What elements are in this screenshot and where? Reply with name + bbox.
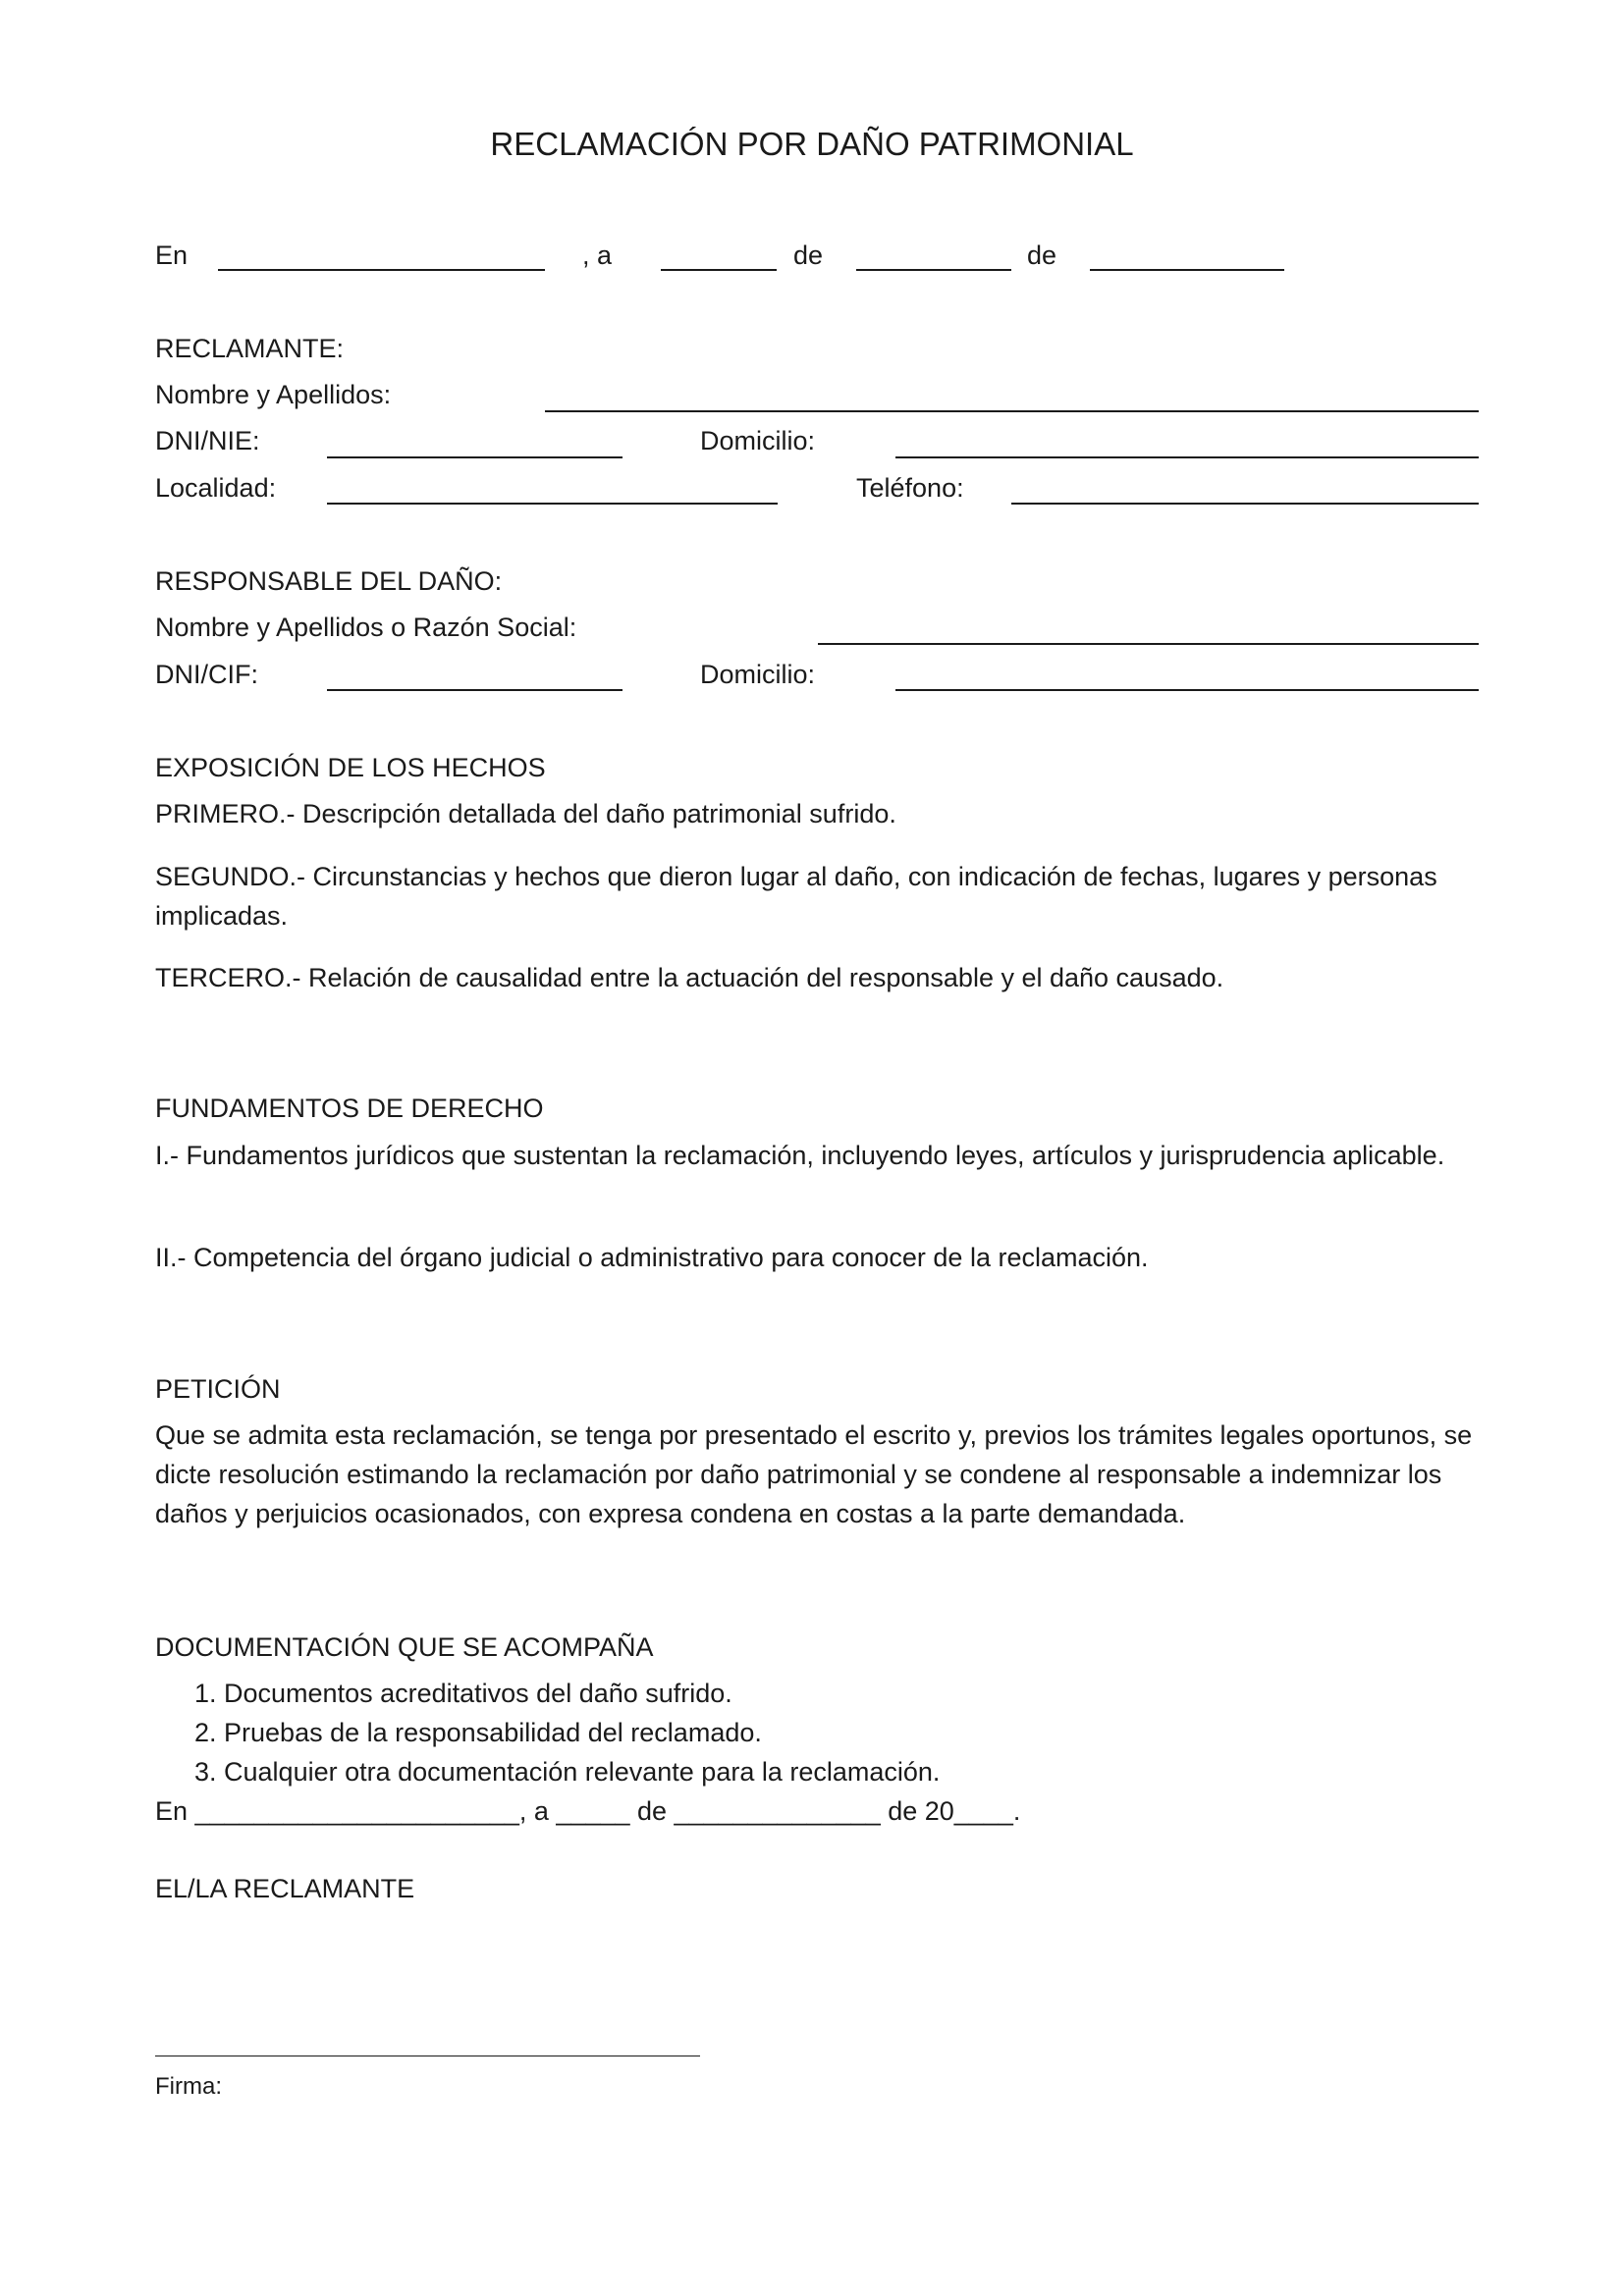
hechos-segundo: SEGUNDO.- Circunstancias y hechos que dieron lugar al daño, con indicación de fechas, lugares y personas implicadas. bbox=[155, 862, 1437, 931]
responsable-heading: RESPONSABLE DEL DAÑO: bbox=[155, 566, 503, 596]
documentacion-item: 1. Documentos acreditativos del daño sufrido. bbox=[194, 1679, 732, 1708]
responsable-nombre-label: Nombre y Apellidos o Razón Social: bbox=[155, 613, 577, 642]
reclamante-domicilio-label: Domicilio: bbox=[700, 426, 816, 455]
reclamante-telefono-field[interactable] bbox=[1011, 503, 1479, 505]
place-field[interactable] bbox=[218, 269, 545, 271]
derecho-ii: II.- Competencia del órgano judicial o administrativo para conocer de la reclamación. bbox=[155, 1243, 1149, 1272]
reclamante-heading: RECLAMANTE: bbox=[155, 334, 345, 363]
responsable-nombre-field[interactable] bbox=[818, 643, 1479, 645]
reclamante-localidad-field[interactable] bbox=[327, 503, 778, 505]
hechos-heading: EXPOSICIÓN DE LOS HECHOS bbox=[155, 753, 546, 782]
documentacion-item: 3. Cualquier otra documentación relevante para la reclamación. bbox=[194, 1757, 941, 1787]
date-de-label-2: de bbox=[1027, 240, 1057, 270]
responsable-dni-field[interactable] bbox=[327, 689, 623, 691]
reclamante-dni-label: DNI/NIE: bbox=[155, 426, 260, 455]
reclamante-localidad-label: Localidad: bbox=[155, 473, 277, 503]
peticion-text: Que se admita esta reclamación, se tenga por presentado el escrito y, previos los trámites legales oportunos, se dicte resolución estimando la reclamación por daño patrimonial y se condene al responsable a indemnizar los daños y perjuicios ocasionados, con expresa condena en costas a la parte demandada. bbox=[155, 1420, 1473, 1528]
month-field[interactable] bbox=[856, 269, 1011, 271]
responsable-dni-label: DNI/CIF: bbox=[155, 660, 258, 689]
date-de-label-1: de bbox=[793, 240, 824, 270]
reclamante-dni-field[interactable] bbox=[327, 456, 623, 458]
documentacion-item: 2. Pruebas de la responsabilidad del reclamado. bbox=[194, 1718, 762, 1747]
hechos-primero: PRIMERO.- Descripción detallada del daño patrimonial sufrido. bbox=[155, 799, 896, 828]
responsable-domicilio-field[interactable] bbox=[895, 689, 1479, 691]
reclamante-nombre-field[interactable] bbox=[545, 410, 1479, 412]
date-a-label: , a bbox=[582, 240, 613, 270]
day-field[interactable] bbox=[661, 269, 777, 271]
document-title: RECLAMACIÓN POR DAÑO PATRIMONIAL bbox=[490, 126, 1134, 162]
closing-date-line: En ______________________, a _____ de ______________ de 20____. bbox=[155, 1796, 1021, 1826]
reclamante-nombre-label: Nombre y Apellidos: bbox=[155, 380, 392, 409]
responsable-domicilio-label: Domicilio: bbox=[700, 660, 816, 689]
peticion-heading: PETICIÓN bbox=[155, 1374, 281, 1404]
reclamante-telefono-label: Teléfono: bbox=[856, 473, 964, 503]
derecho-heading: FUNDAMENTOS DE DERECHO bbox=[155, 1094, 544, 1123]
year-field[interactable] bbox=[1090, 269, 1284, 271]
documentacion-heading: DOCUMENTACIÓN QUE SE ACOMPAÑA bbox=[155, 1632, 654, 1662]
place-label: En bbox=[155, 240, 189, 270]
derecho-i: I.- Fundamentos jurídicos que sustentan la reclamación, incluyendo leyes, artículos y jurisprudencia aplicable. bbox=[155, 1141, 1445, 1170]
signature-heading: EL/LA RECLAMANTE bbox=[155, 1874, 415, 1903]
firma-label: Firma: bbox=[155, 2073, 222, 2100]
reclamante-domicilio-field[interactable] bbox=[895, 456, 1479, 458]
hechos-tercero: TERCERO.- Relación de causalidad entre la actuación del responsable y el daño causado. bbox=[155, 963, 1224, 992]
